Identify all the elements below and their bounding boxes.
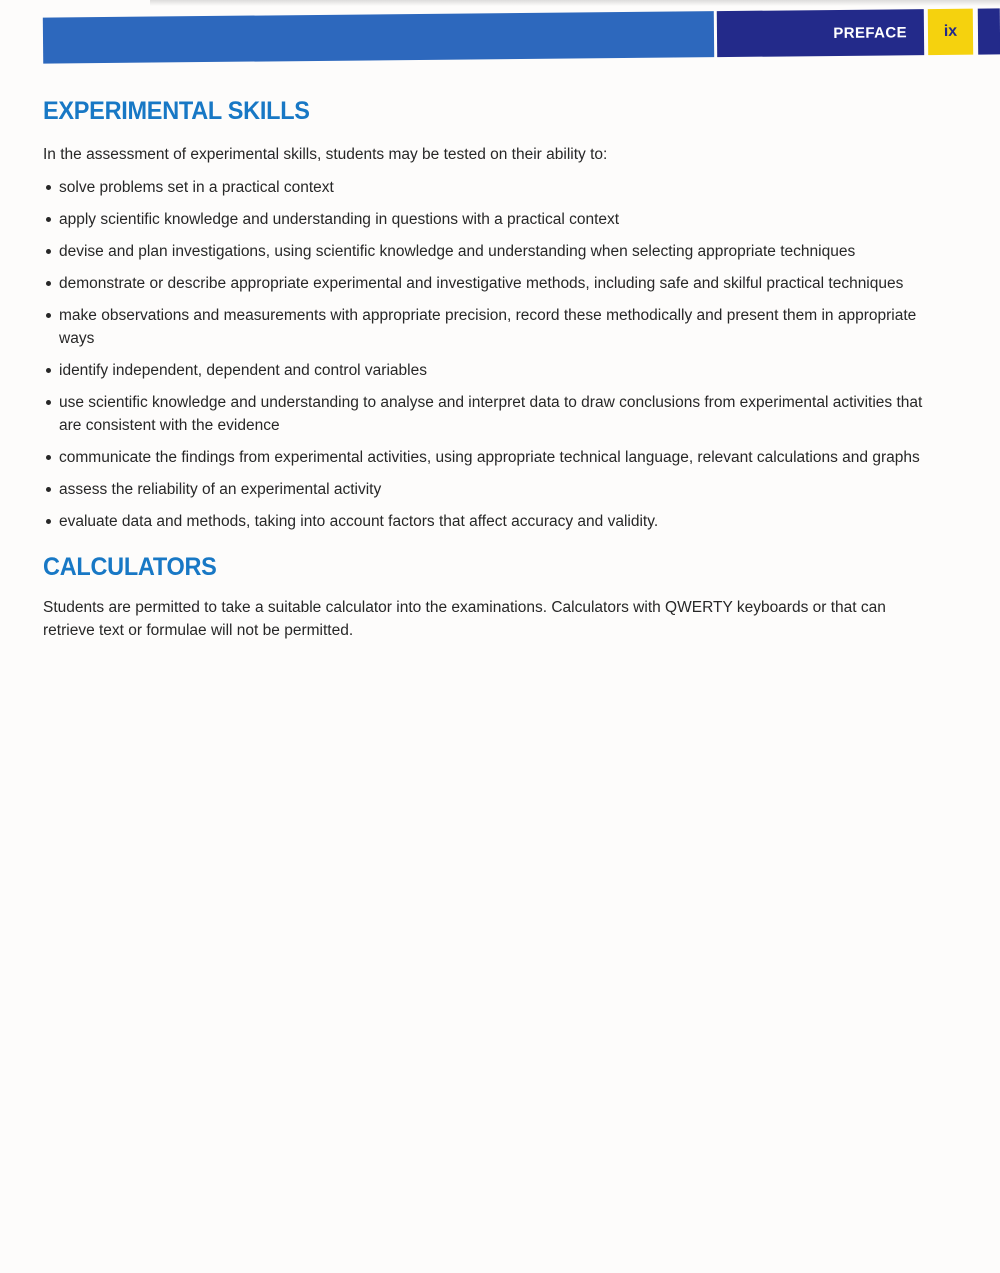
experimental-skills-intro: In the assessment of experimental skills, students may be tested on their ability to: [43, 146, 608, 163]
bullet-item: solve problems set in a practical context [43, 176, 943, 199]
calculators-paragraph: Students are permitted to take a suitable calculator into the examinations. Calculators with QWERTY keyboards or that can retrieve text or formulae will not be permitted. [43, 599, 886, 639]
header-band-navy-sliver [978, 8, 1000, 54]
header-band-navy-segment [717, 9, 924, 57]
scan-artifact [150, 0, 1000, 6]
bullet-item: devise and plan investigations, using scientific knowledge and understanding when selecting appropriate techniques [43, 240, 943, 263]
bullet-item: identify independent, dependent and control variables [43, 359, 943, 382]
bullet-item: use scientific knowledge and understanding to analyse and interpret data to draw conclusions from experimental activities that are consistent with the evidence [43, 391, 943, 437]
header-band-blue-segment [43, 11, 714, 63]
bullet-item: communicate the findings from experimental activities, using appropriate technical language, relevant calculations and graphs [43, 446, 943, 469]
bullet-item: demonstrate or describe appropriate experimental and investigative methods, including safe and skilful practical techniques [43, 272, 943, 295]
page-number: ix [943, 22, 958, 40]
preface-label: PREFACE [833, 23, 908, 42]
bullet-item: apply scientific knowledge and understanding in questions with a practical context [43, 208, 943, 231]
calculators-heading: CALCULATORS [43, 553, 217, 581]
page-content [43, 97, 943, 642]
experimental-skills-list [43, 176, 943, 533]
bullet-item: evaluate data and methods, taking into account factors that affect accuracy and validity. [43, 510, 943, 533]
bullet-item: assess the reliability of an experimental activity [43, 478, 943, 501]
page-number-box [928, 9, 973, 55]
bullet-item: make observations and measurements with appropriate precision, record these methodically and present them in appropriate ways [43, 304, 943, 350]
experimental-skills-heading: EXPERIMENTAL SKILLS [43, 97, 310, 125]
header-band [43, 8, 1000, 63]
